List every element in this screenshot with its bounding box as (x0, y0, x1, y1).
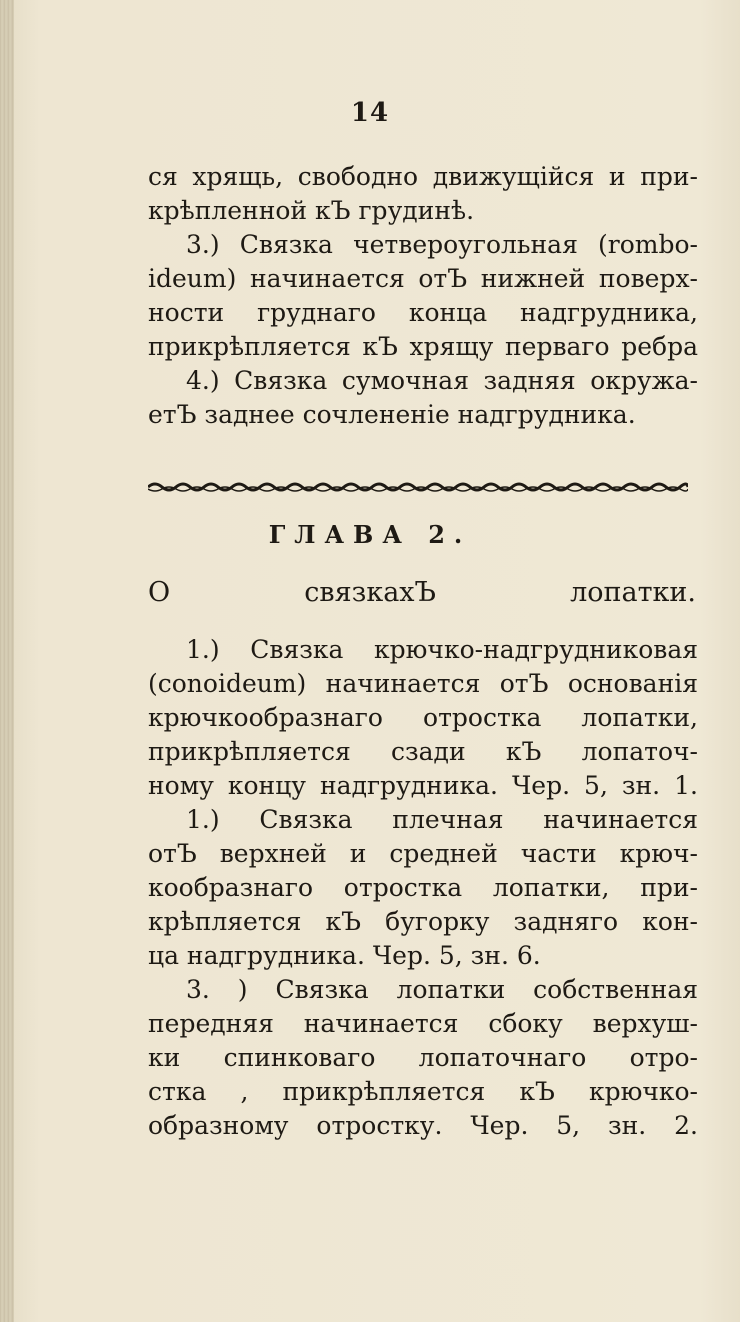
text-line: 3.) Связка четвероугольная (rombo- (186, 230, 698, 259)
text-line: образному отростку. Чер. 5, зн. 2. (148, 1111, 698, 1140)
text-line: 1.) Связка крючко-надгрудниковая (186, 635, 698, 664)
page-number: 14 (350, 98, 390, 128)
section-1-text (148, 160, 698, 432)
text-line: прикрѣпляется сзади кЪ лопаточ- (148, 737, 698, 766)
text-line: ideum) начинается отЪ нижней поверх- (148, 264, 698, 293)
chapter-title: О связкахЪ лопатки. (148, 577, 696, 608)
text-line: кообразнаго отростка лопатки, при- (148, 873, 698, 902)
decorative-rule (148, 478, 688, 496)
text-line: стка , прикрѣпляется кЪ крючко- (148, 1077, 698, 1106)
text-line: 4.) Связка сумочная задняя окружа- (186, 366, 698, 395)
text-line: 1.) Связка плечная начинается (186, 805, 698, 834)
chapter-heading: ГЛАВА 2. (268, 520, 472, 549)
text-line: ки спинковаго лопаточнаго отро- (148, 1043, 698, 1072)
text-line: крѣпленной кЪ грудинѣ. (148, 196, 475, 225)
text-line: отЪ верхней и средней части крюч- (148, 839, 698, 868)
text-line: ца надгрудника. Чер. 5, зн. 6. (148, 941, 541, 970)
text-line: крѣпляется кЪ бугорку задняго кон- (148, 907, 698, 936)
text-line: передняя начинается сбоку верхуш- (148, 1009, 698, 1038)
text-line: крючкообразнаго отростка лопатки, (148, 703, 698, 732)
page-spine-edge (0, 0, 14, 1322)
text-line: прикрѣпляется кЪ хрящу перваго ребра (148, 332, 698, 361)
section-2-text (148, 633, 698, 1143)
text-line: етЪ заднее сочлененіе надгрудника. (148, 400, 636, 429)
text-line: 3. ) Связка лопатки собственная (186, 975, 698, 1004)
text-line: ному концу надгрудника. Чер. 5, зн. 1. (148, 771, 698, 800)
text-line: (conoideum) начинается отЪ основанія (148, 669, 698, 698)
text-line: ности груднаго конца надгрудника, (148, 298, 698, 327)
text-line: ся хрящь, свободно движущійся и при- (148, 162, 698, 191)
